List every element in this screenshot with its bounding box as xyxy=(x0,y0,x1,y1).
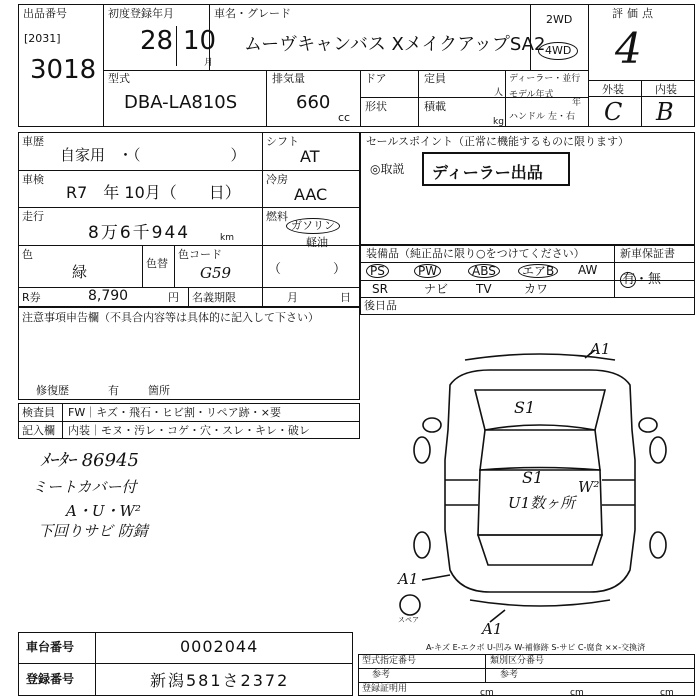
handwritten-2: ミートカバー付 xyxy=(32,478,137,496)
mileage-label: 走行 xyxy=(22,210,44,223)
color-code-label: 色コード xyxy=(178,248,222,261)
cm-unit-3: cm xyxy=(660,688,674,698)
sales-label: セールスポイント（正常に機能するものに限ります） xyxy=(366,135,630,148)
reg-month-unit: 月 xyxy=(204,58,214,68)
class-label: 類別区分番号 xyxy=(490,656,545,666)
reg-month: 10 xyxy=(183,26,217,56)
fuel-diesel: 軽油 xyxy=(306,236,328,249)
displacement-label: 排気量 xyxy=(272,72,305,85)
model-value: DBA-LA810S xyxy=(124,92,238,113)
notes-label: 注意事項申告欄（不具合内容等は具体的に記入して下さい） xyxy=(22,311,319,324)
car-name-label: 車名・グレード xyxy=(214,7,291,20)
reg-year: 28 xyxy=(140,26,174,56)
fuel-gasoline: ガソリン xyxy=(286,218,340,234)
inspection-label: 車検 xyxy=(22,173,44,186)
equipment-item: TV xyxy=(476,282,492,296)
legend-row-1: FW｜キズ・飛石・ヒビ割・リペア跡・×要 xyxy=(68,406,281,419)
cert-label: 登録証明用 xyxy=(362,684,408,694)
deadline-day: 日 xyxy=(340,291,351,304)
equipment-item: AW xyxy=(578,263,598,277)
handwritten-4: 下回りサビ 防錆 xyxy=(38,522,148,540)
interior-label: 内装 xyxy=(655,83,677,96)
legend-row-2: 内装｜モヌ・汚レ・コゲ・穴・スレ・キレ・破レ xyxy=(68,424,310,437)
after-label: 後日品 xyxy=(364,299,397,312)
record-label: 記入欄 xyxy=(22,424,55,437)
score-label: 評価点 xyxy=(612,7,657,20)
shift-value: AT xyxy=(300,147,320,166)
lot-label: 出品番号 xyxy=(23,7,67,20)
equipment-item: PS xyxy=(366,264,389,278)
diagram-mark-w2: W² xyxy=(578,478,600,496)
diagram-mark-s1-roof: S1 xyxy=(522,468,544,487)
lot-code: [2031] xyxy=(24,32,61,45)
color-label: 色 xyxy=(22,248,33,261)
warranty-value: 有・無 xyxy=(622,272,662,287)
chassis-label: 車台番号 xyxy=(26,640,75,654)
model-year-unit: 年 xyxy=(572,98,582,108)
cm-unit-2: cm xyxy=(570,688,584,698)
diagram-mark-u1: U1数ヶ所 xyxy=(508,494,576,512)
equipment-label: 装備品（純正品に限り○をつけてください） xyxy=(366,247,585,260)
deadline-month: 月 xyxy=(287,291,298,304)
history-paren: ・（ ） xyxy=(118,146,246,164)
warranty-circle xyxy=(620,272,636,288)
mileage-unit: km xyxy=(220,233,234,243)
diagram-mark-a1-bottom: A1 xyxy=(482,620,503,638)
warranty-label: 新車保証書 xyxy=(620,247,675,260)
drive-2wd: 2WD xyxy=(546,13,573,26)
diagram-mark-s1-hood: S1 xyxy=(514,398,536,417)
equipment-item: SR xyxy=(372,282,388,296)
first-reg-label: 初度登録年月 xyxy=(108,7,174,20)
shape-label: 形状 xyxy=(365,100,387,113)
door-label: ドア xyxy=(365,72,387,85)
history-label: 車歴 xyxy=(22,135,44,148)
history-value: 自家用 xyxy=(60,146,106,164)
color-value: 緑 xyxy=(72,263,88,281)
fuel-paren: （ ） xyxy=(268,262,347,277)
paint-label: 色替 xyxy=(146,257,168,270)
chassis-value: 0002044 xyxy=(180,637,259,656)
load-label: 積載 xyxy=(424,100,446,113)
r-unit: 円 xyxy=(168,291,179,304)
dealer-label: ディーラー・並行 xyxy=(509,74,581,84)
exterior-label: 外装 xyxy=(602,83,624,96)
deadline-label: 名義期限 xyxy=(192,291,236,304)
car-name: ムーヴキャンバス XメイクアップSA2 xyxy=(244,34,546,55)
damage-legend: A-キズ E-エクボ U-凹み W-補修跡 S-サビ C-腐食 ××-交換済 xyxy=(426,643,646,652)
dealer-stamp-text: ディーラー出品 xyxy=(432,163,543,182)
equipment-item: PW xyxy=(414,264,441,278)
handwritten-1: ﾒｰﾀｰ 86945 xyxy=(40,450,139,471)
header-box xyxy=(18,4,695,127)
exterior-grade: C xyxy=(604,98,623,126)
load-unit: kg xyxy=(493,117,504,127)
equipment-item: ABS xyxy=(468,264,500,278)
color-code: G59 xyxy=(200,264,232,282)
displacement-value: 660 xyxy=(296,92,331,113)
inspection-value: R7 年 10月（ 日） xyxy=(66,183,241,202)
handle-label: ハンドル xyxy=(509,112,546,122)
ac-value: AAC xyxy=(294,185,328,204)
mileage-value: 8万6千944 xyxy=(88,223,191,243)
interior-grade: B xyxy=(656,98,674,126)
cm-unit-1: cm xyxy=(480,688,494,698)
model-year-label: モデル年式 xyxy=(509,90,554,100)
plate-value: 新潟581さ2372 xyxy=(150,671,290,690)
repair-value: 有 xyxy=(108,384,119,397)
diagram-mark-a1-left: A1 xyxy=(398,570,419,588)
shift-label: シフト xyxy=(266,135,299,148)
sales-box xyxy=(360,132,695,245)
spare-label: スペア xyxy=(398,616,419,624)
equipment-item: エアB xyxy=(518,264,558,278)
model-spec-label: 型式指定番号 xyxy=(362,656,417,666)
r-label: R券 xyxy=(22,291,41,304)
class-ref: 参考 xyxy=(500,670,519,680)
r-value: 8,790 xyxy=(88,288,129,304)
diagram-mark-a1-top: A1 xyxy=(590,340,611,358)
handle-value: 左・右 xyxy=(548,112,576,122)
place-label: 箇所 xyxy=(148,384,170,397)
displacement-unit: cc xyxy=(338,111,351,124)
equipment-item: カワ xyxy=(524,282,549,296)
drive-4wd: 4WD xyxy=(538,42,578,60)
ac-label: 冷房 xyxy=(266,173,288,186)
capacity-label: 定員 xyxy=(424,72,446,85)
repair-label: 修復歴 xyxy=(36,384,69,397)
fuel-label: 燃料 xyxy=(266,210,288,223)
equipment-item: ナビ xyxy=(424,282,449,296)
plate-label: 登録番号 xyxy=(26,672,75,686)
handwritten-3: A・U・W² xyxy=(66,502,141,520)
lot-number: 3018 xyxy=(30,55,97,85)
model-label: 型式 xyxy=(108,72,130,85)
score-value: 4 xyxy=(615,24,642,73)
manual-label: ◎取説 xyxy=(370,162,405,176)
model-spec-ref: 参考 xyxy=(372,670,391,680)
capacity-unit: 人 xyxy=(494,88,504,98)
inspector-label: 検査員 xyxy=(22,406,55,419)
